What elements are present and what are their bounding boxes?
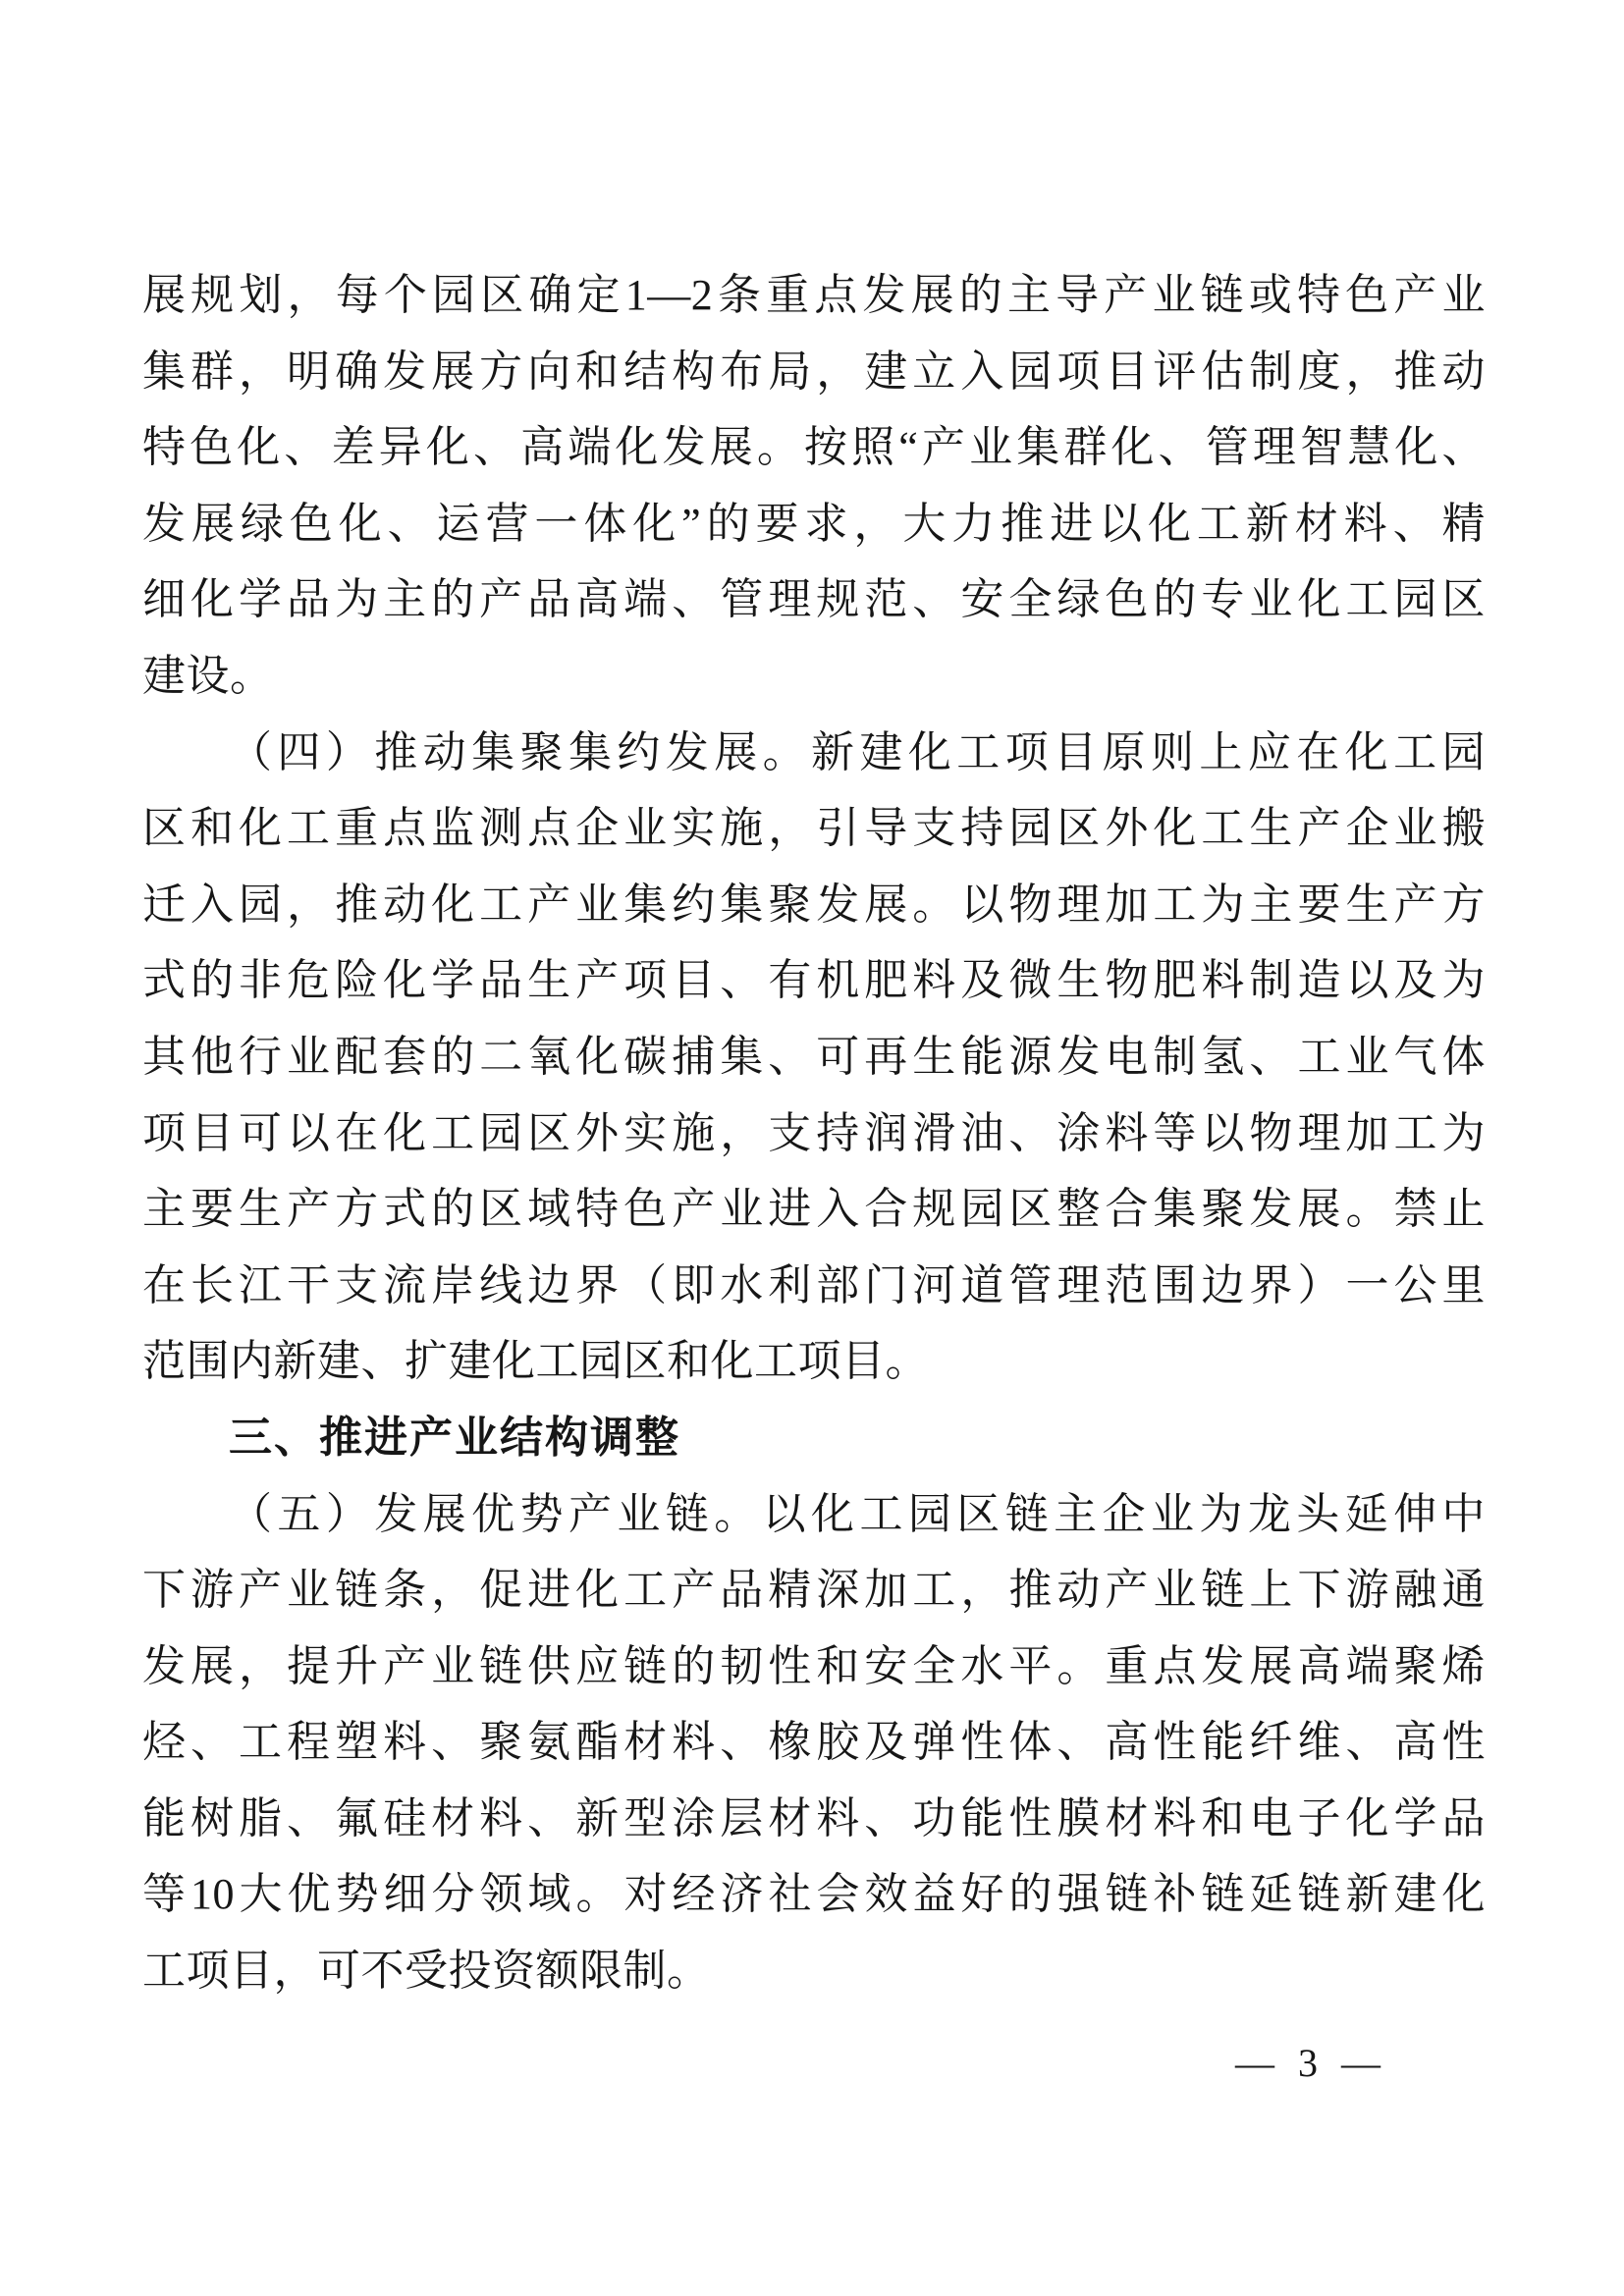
body-line: 发展绿色化、运营一体化”的要求，大力推进以化工新材料、精 [142,499,1486,548]
document-text-block [142,257,1486,2009]
body-line: 集群，明确发展方向和结构布局，建立入园项目评估制度，推动 [142,347,1486,396]
paragraph-continued [142,257,1486,715]
page-number: — 3 — [1235,2041,1380,2085]
body-line: 区和化工重点监测点企业实施，引导支持园区外化工生产企业搬 [142,804,1486,853]
body-line: 特色化、差异化、高端化发展。按照“产业集群化、管理智慧化、 [142,423,1486,472]
body-line: 项目可以在化工园区外实施，支持润滑油、涂料等以物理加工为 [142,1108,1486,1157]
body-line: 细化学品为主的产品高端、管理规范、安全绿色的专业化工园区 [142,575,1486,624]
body-line: 在长江干支流岸线边界（即水利部门河道管理范围边界）一公里 [142,1260,1486,1309]
body-line: 等10大优势细分领域。对经济社会效益好的强链补链延链新建化 [142,1870,1486,1919]
body-line: 发展，提升产业链供应链的韧性和安全水平。重点发展高端聚烯 [142,1641,1486,1690]
body-line: （五）发展优势产业链。以化工园区链主企业为龙头延伸中 [229,1489,1486,1538]
body-line: 建设。 [142,651,274,700]
body-line: 迁入园，推动化工产业集约集聚发展。以物理加工为主要生产方 [142,880,1486,929]
body-line: （四）推动集聚集约发展。新建化工项目原则上应在化工园 [229,727,1486,776]
paragraph-item-four [142,715,1486,1400]
body-line: 展规划，每个园区确定1—2条重点发展的主导产业链或特色产业 [142,271,1486,319]
paragraph-item-five [142,1476,1486,2009]
body-line: 下游产业链条，促进化工产品精深加工，推动产业链上下游融通 [142,1566,1486,1615]
body-line: 其他行业配套的二氧化碳捕集、可再生能源发电制氢、工业气体 [142,1032,1486,1081]
section-heading-three: 三、推进产业结构调整 [229,1413,680,1462]
body-line: 范围内新建、扩建化工园区和化工项目。 [142,1337,929,1386]
body-line: 式的非危险化学品生产项目、有机肥料及微生物肥料制造以及为 [142,956,1486,1005]
body-line: 主要生产方式的区域特色产业进入合规园区整合集聚发展。禁止 [142,1185,1486,1234]
body-line: 烃、工程塑料、聚氨酯材料、橡胶及弹性体、高性能纤维、高性 [142,1718,1486,1767]
body-line: 能树脂、氟硅材料、新型涂层材料、功能性膜材料和电子化学品 [142,1793,1486,1842]
body-line: 工项目，可不受投资额限制。 [142,1947,711,1996]
